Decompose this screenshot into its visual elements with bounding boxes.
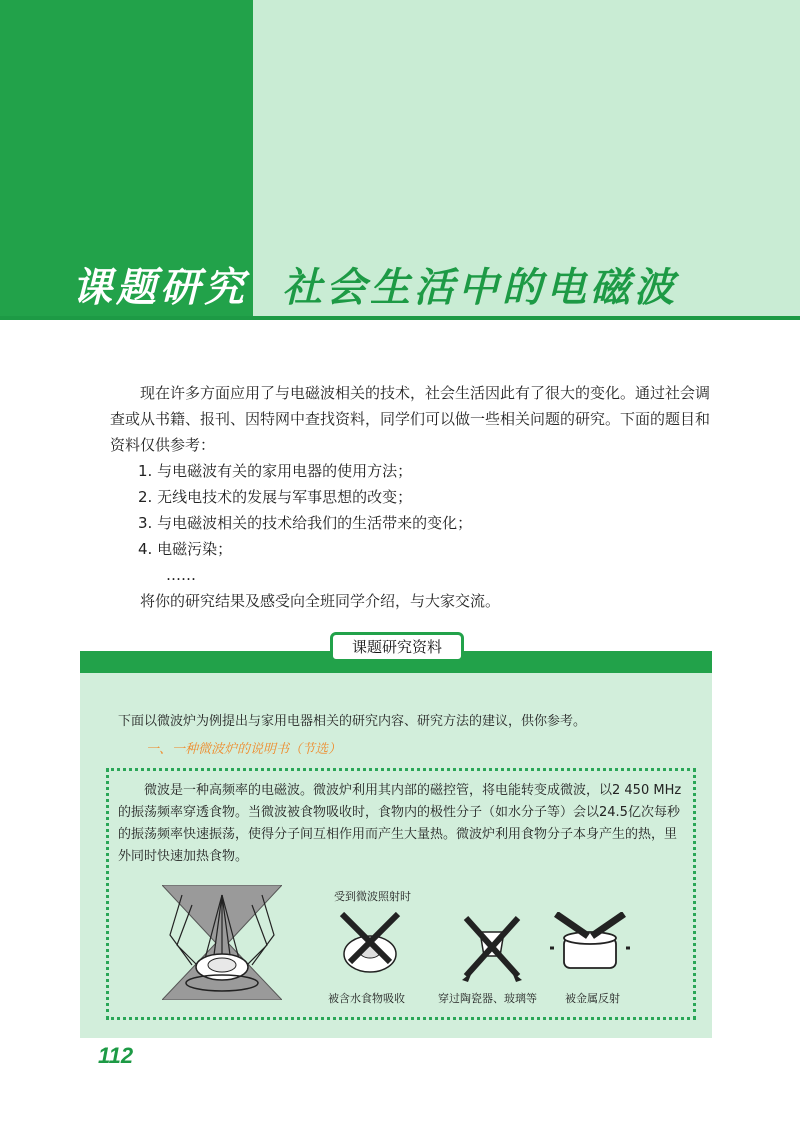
- figure-caption-reflect: 被金属反射: [565, 992, 620, 1005]
- section-label: 课题研究: [72, 265, 248, 311]
- figure-caption-pass: 穿过陶瓷器、玻璃等: [438, 992, 537, 1005]
- topic-item: 2. 无线电技术的发展与军事思想的改变；: [138, 488, 413, 506]
- manual-paragraph: 微波是一种高频率的电磁波。微波炉利用其内部的磁控管，将电能转变成微波，以2 450 MHz 的振荡频率穿透食物。当微波被食物吸收时，食物内的极性分子（如水分子等）会以24.5亿次每秒的振荡频率快速振荡，使得分子间互相作用而产生大量热。微波炉利用食物分子本身产生的热，里外同时快速加热食物。: [118, 783, 682, 864]
- manual-heading: 一、一种微波炉的说明书（节选）: [146, 742, 342, 757]
- ceramic-pass-icon: [462, 914, 522, 984]
- page-title: 社会生活中的电磁波: [282, 265, 678, 311]
- microwave-diagram-icon: [162, 885, 282, 1000]
- resource-tab: 课题研究资料: [330, 632, 464, 662]
- topic-item: 1. 与电磁波有关的家用电器的使用方法；: [138, 462, 413, 480]
- figure-caption-absorb: 被含水食物吸收: [328, 992, 405, 1005]
- resource-intro: 下面以微波炉为例提出与家用电器相关的研究内容、研究方法的建议，供你参考。: [118, 714, 587, 729]
- metal-reflect-icon: [550, 912, 630, 978]
- figure-caption-top: 受到微波照射时: [334, 890, 411, 903]
- intro-section: [110, 380, 715, 614]
- page-number: 112: [98, 1043, 134, 1068]
- closing-paragraph: 将你的研究结果及感受向全班同学介绍，与大家交流。: [140, 592, 501, 610]
- topic-ellipsis: ……: [166, 566, 196, 584]
- intro-paragraph: 现在许多方面应用了与电磁波相关的技术，社会生活因此有了很大的变化。通过社会调查或从书籍、报刊、因特网中查找资料，同学们可以做一些相关问题的研究。下面的题目和资料仅供参考：: [110, 384, 711, 454]
- header-divider: [0, 316, 800, 320]
- topic-item: 3. 与电磁波相关的技术给我们的生活带来的变化；: [138, 514, 473, 532]
- manual-text: [118, 780, 683, 868]
- topic-list: [110, 458, 715, 588]
- food-absorb-icon: [338, 912, 402, 982]
- topic-item: 4. 电磁污染；: [138, 540, 233, 558]
